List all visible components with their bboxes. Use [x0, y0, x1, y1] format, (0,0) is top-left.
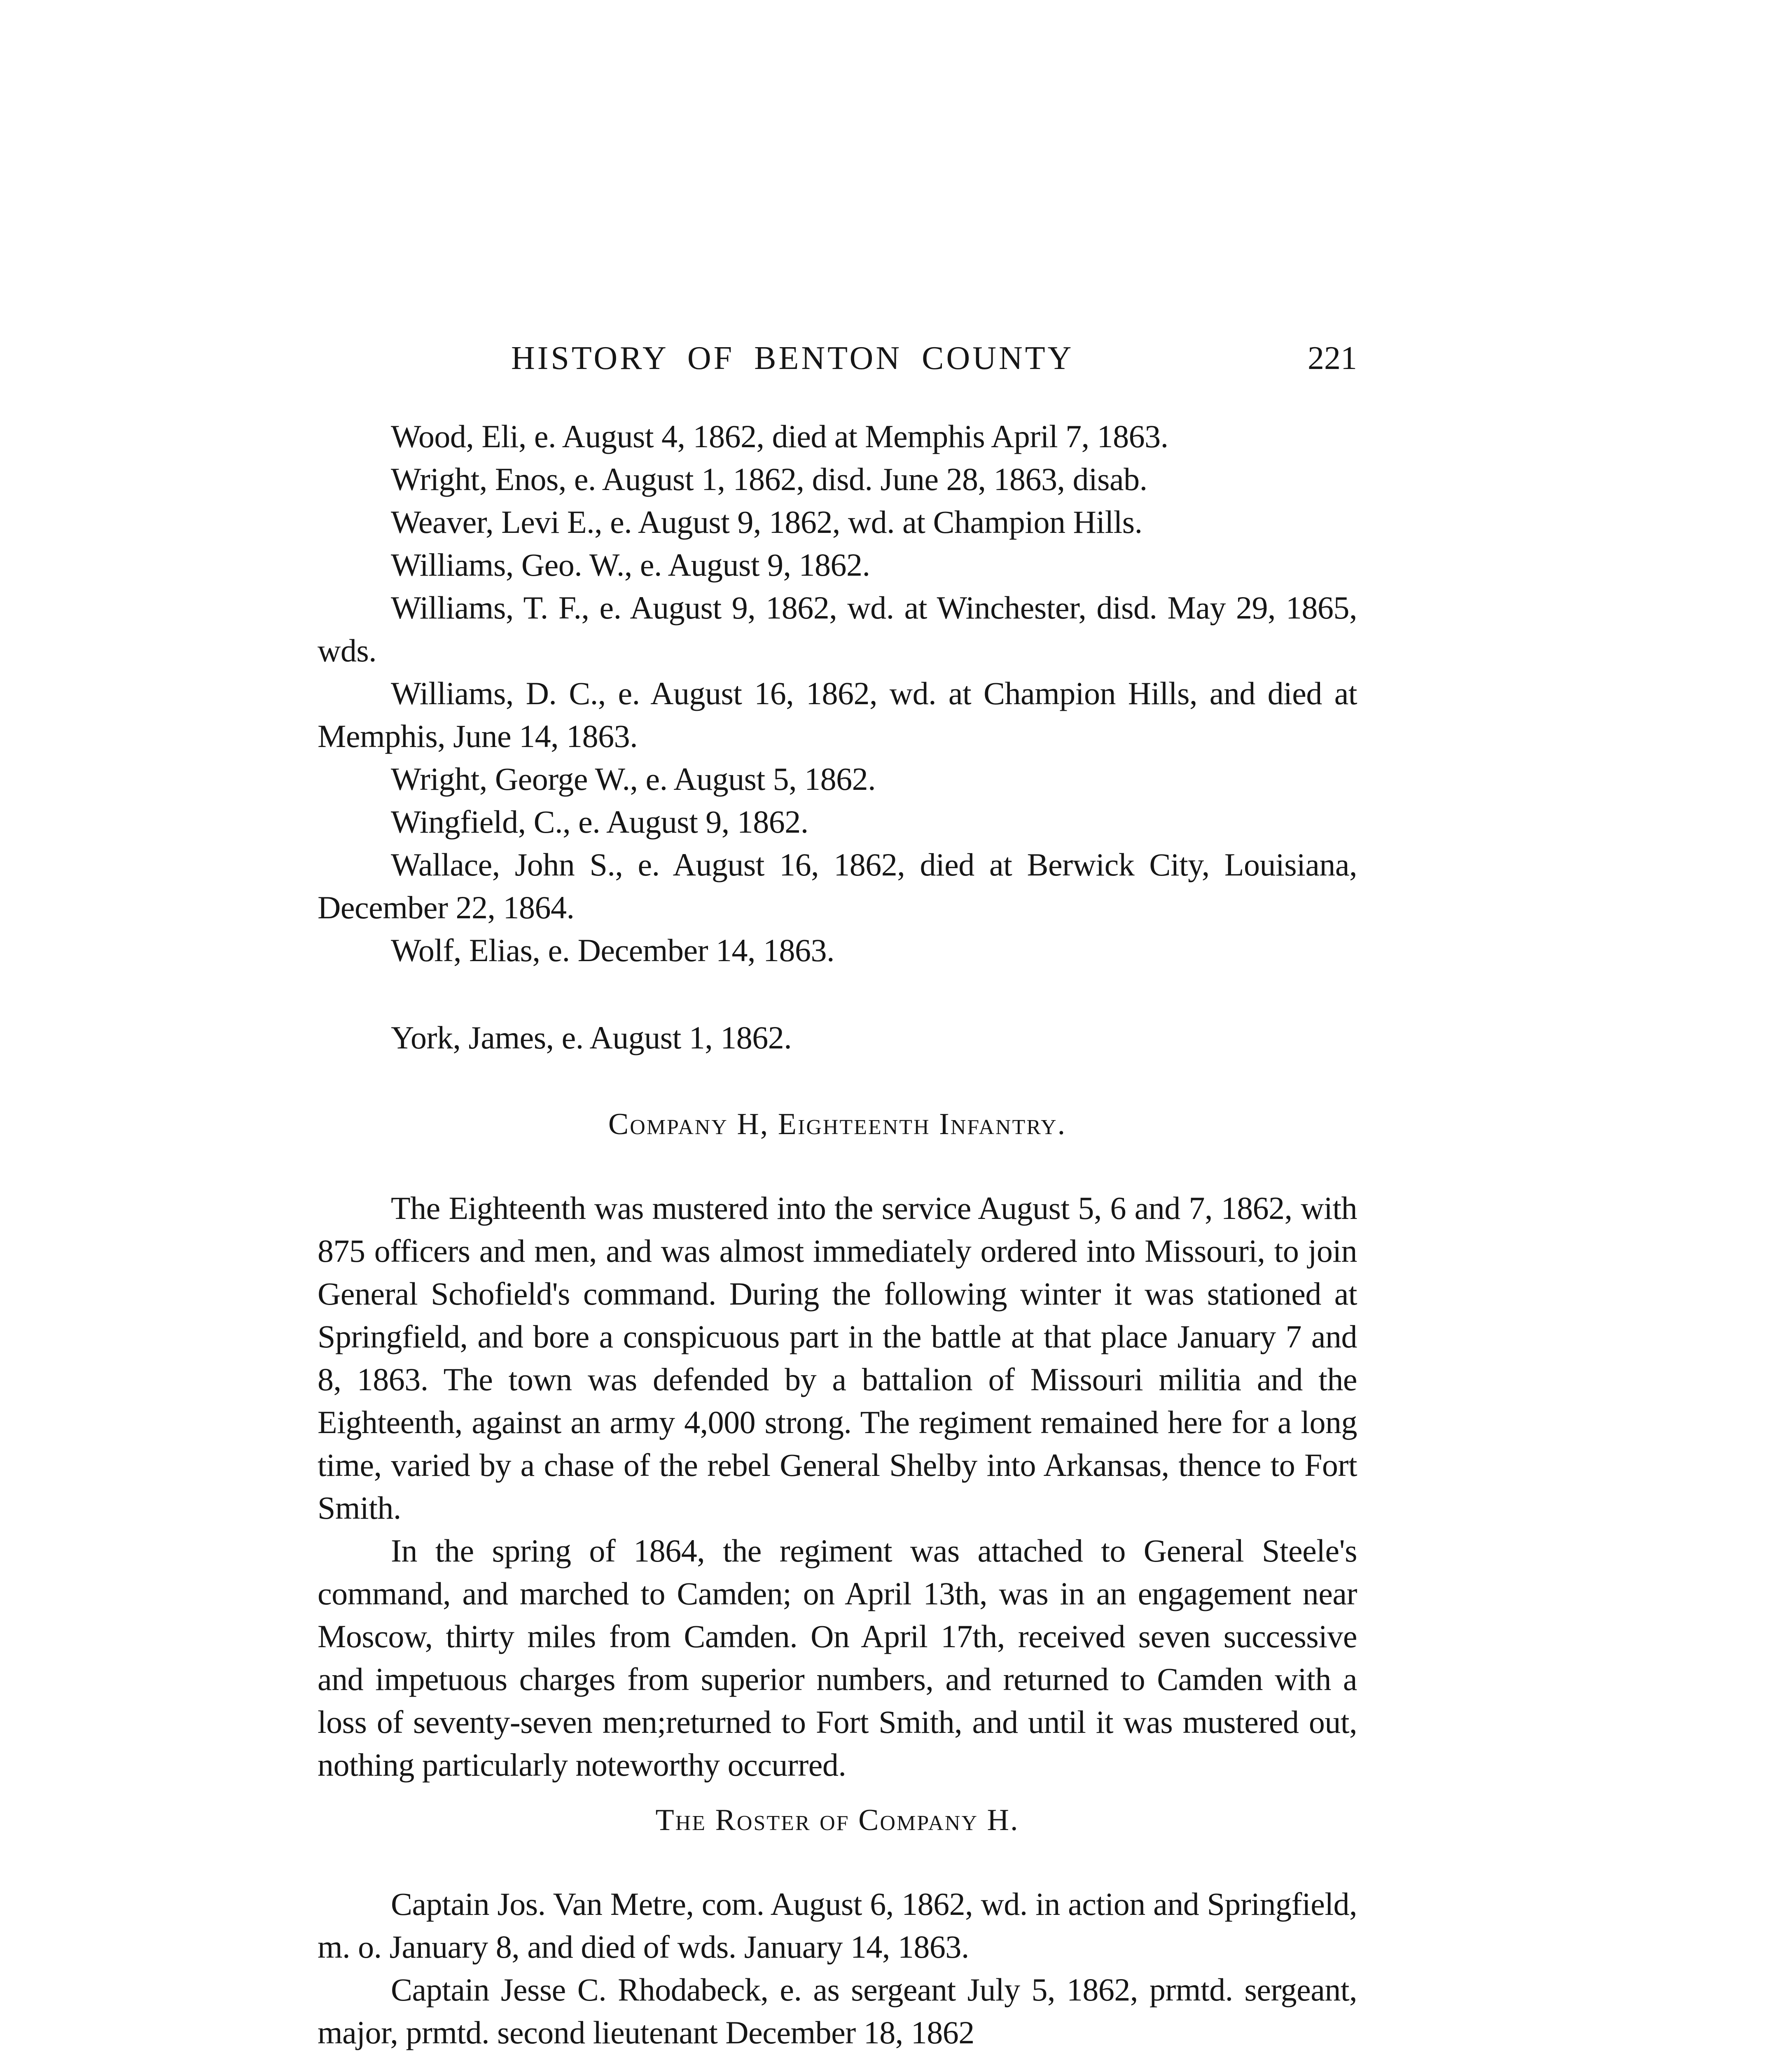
roster-entry: Williams, T. F., e. August 9, 1862, wd. at Winchester, disd. May 29, 1865, wds. [318, 590, 1357, 668]
section-heading: The Roster of Company H. [655, 1803, 1019, 1837]
roster-entry: Wright, Enos, e. August 1, 1862, disd. June 28, 1863, disab. [391, 461, 1147, 497]
section-company-h [318, 1103, 1357, 1146]
roster-entry: Wolf, Elias, e. December 14, 1863. [391, 932, 835, 968]
roster-officers [318, 1883, 1357, 2054]
roster-entry: Williams, Geo. W., e. August 9, 1862. [391, 547, 870, 583]
section-heading: Company H, Eighteenth Infantry. [608, 1107, 1067, 1141]
roster-entry: Wingfield, C., e. August 9, 1862. [391, 804, 808, 840]
company-h-history [318, 1187, 1357, 1786]
page-header [318, 338, 1357, 379]
roster-entry: Wood, Eli, e. August 4, 1862, died at Memphis April 7, 1863. [391, 418, 1168, 454]
section-roster [318, 1799, 1357, 1842]
roster-entry: York, James, e. August 1, 1862. [391, 1020, 792, 1055]
paragraph: The Eighteenth was mustered into the service August 5, 6 and 7, 1862, with 875 officers and men, and was almost immediately ordered into Missouri, to join General Schofield's command. During the following winter it was stationed at Springfield, and bore a conspicuous part in the battle at that place January 7 and 8, 1863. The town was defended by a battalion of Missouri militia and the Eighteenth, against an army 4,000 strong. The regiment remained here for a long time, varied by a chase of the rebel General Shelby into Arkansas, thence to Fort Smith. [318, 1190, 1357, 1526]
page-number: 221 [1308, 340, 1357, 376]
paragraph: Captain Jos. Van Metre, com. August 6, 1862, wd. in action and Springfield, m. o. January 8, and died of wds. January 14, 1863. [318, 1886, 1357, 1965]
running-title: HISTORY OF BENTON COUNTY [511, 340, 1074, 376]
paragraph: Captain Jesse C. Rhodabeck, e. as sergeant July 5, 1862, prmtd. sergeant, major, prmtd. second lieutenant December 18, 1862 [318, 1972, 1357, 2050]
roster-entry: Weaver, Levi E., e. August 9, 1862, wd. at Champion Hills. [391, 504, 1142, 540]
roster-entry: Wright, George W., e. August 5, 1862. [391, 761, 876, 797]
york-block [318, 1016, 1357, 1059]
roster-entry: Williams, D. C., e. August 16, 1862, wd. at Champion Hills, and died at Memphis, June 14, 1863. [318, 675, 1357, 754]
paragraph: In the spring of 1864, the regiment was attached to General Steele's command, and marched to Camden; on April 13th, was in an engagement near Moscow, thirty miles from Camden. On April 17th, received seven successive and impetuous charges from superior numbers, and returned to Camden with a loss of seventy-seven men;returned to Fort Smith, and until it was mustered out, nothing particularly noteworthy occurred. [318, 1533, 1357, 1783]
roster-entries [318, 415, 1357, 972]
roster-entry: Wallace, John S., e. August 16, 1862, died at Berwick City, Louisiana, December 22, 1864. [318, 847, 1357, 925]
